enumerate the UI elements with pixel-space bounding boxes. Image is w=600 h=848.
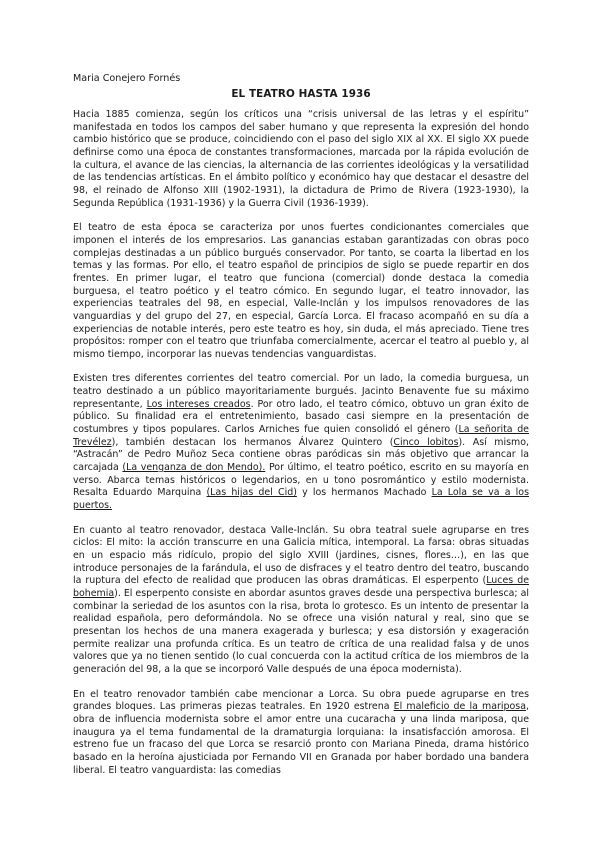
text-run: Existen tres diferentes corrientes del teatro comercial. Por un lado, la comedia burguesa, un teatro destinado a un público mayoritariamente burgués. Jacinto Benavente fue su máximo representante,	[73, 373, 529, 410]
paragraph-lorca	[73, 689, 529, 778]
work-title: La señorita de Trevélez	[73, 424, 529, 448]
work-title: Los intereses creados	[146, 398, 251, 410]
text-run: ). Así mismo, “Astracán” de Pedro Muñoz Seca contiene obras paródicas sin más objetivo que arrancar la carcajada	[73, 436, 529, 474]
text-run: En el teatro renovador también cabe mencionar a Lorca. Su obra puede agruparse en tres grandes bloques. Las primeras piezas teatrales. En 1920 estrena	[73, 688, 529, 713]
text-run: . Por otro lado, el teatro cómico, obtuvo un gran éxito de público. Su finalidad era el entretenimiento, basado casi siempre en la presentación de costumbres y tipos populares. Carlos Arniches fue quien consolidó el género (	[73, 398, 529, 436]
text-run: ), también destacan los hermanos Álvarez Quintero (	[111, 436, 394, 448]
document-title: EL TEATRO HASTA 1936	[231, 88, 371, 100]
work-title: Cinco lobitos	[393, 436, 459, 448]
author-name: Maria Conejero Fornés	[73, 73, 181, 84]
work-title: La Lola se va a los puertos.	[73, 487, 529, 512]
paragraph-valle-inclan	[73, 525, 529, 677]
text-run: En cuanto al teatro renovador, destaca Valle-Inclán. Su obra teatral suele agruparse en tres ciclos: El mito: la acción transcurre en una Galicia mítica, intemporal. La farsa: obras situadas en un espacio más ridículo, propio del siglo XVIII (jardines, cisnes, flores…), en las que introduce personajes de la farándula, el uso de disfraces y el teatro dentro del teatro, buscando la ruptura del efecto de realidad que producen las obras dramáticas. El esperpento (	[73, 524, 529, 587]
paragraph-commercial-theatre	[73, 373, 529, 512]
text-run: Por último, el teatro poético, escrito en su mayoría en verso. Abarca temas históricos o legendarios, en u tono posromántico y estilo modernista. Resalta Eduardo Marquina	[73, 462, 530, 499]
work-title: El maleficio de la mariposa	[393, 701, 526, 713]
text-run: ). El esperpento consiste en abordar asuntos graves desde una perspectiva burlesca; al combinar la seriedad de los asuntos con la risa, brota lo grotesco. Es un intento de presentar la realidad española, pero deformándola. No se ofrece una visión natural y real, sino que se presentan los hechos de una manera exagerada y burlesca; y esa distorsión y exageración permite realizar una profunda crítica. Es un teatro de crítica de una realidad falsa y de unos valores que ya no tienen sentido (lo cual concuerda con la actitud crítica de los miembros de la generación del 98, a la que se incorporó Valle después de una época modernista).	[73, 587, 529, 675]
paragraph-context: Hacia 1885 comienza, según los críticos una “crisis universal de las letras y el espíritu” manifestada en todos los campos del saber humano y que representa la expresión del hondo cambio histórico que se produce, coincidiendo con el paso del siglo XIX al XX. El siglo XX puede definirse como una época de constantes transformaciones, marcada por la rápida evolución de la cultura, el avance de las ciencias, la alternancia de las corrientes ideológicas y la versatilidad de las tendencias artísticas. En el ámbito político y económico hay que destacar el desastre del 98, el reinado de Alfonso XIII (1902-1931), la dictadura de Primo de Rivera (1923-1930), la Segunda República (1931-1936) y la Guerra Civil (1936-1939).	[73, 109, 529, 209]
text-run: , obra de influencia modernista sobre el amor entre una cucaracha y una linda mariposa, que inaugura ya el tema fundamental de la dramaturgia lorquiana: la insatisfacción amorosa. El estreno fue un fracaso del que Lorca se resarció pronto con Mariana Pineda, drama histórico basado en la heroína ajusticiada por Fernando VII en Granada por haber bordado una bandera liberal. El teatro vanguardista: las comedias	[73, 701, 529, 776]
work-title: (Las hijas del Cid)	[206, 487, 297, 499]
work-title: Luces de bohemia	[73, 575, 529, 599]
work-title: (La venganza de don Mendo).	[122, 462, 266, 474]
paragraph-theatre-overview: El teatro de esta época se caracteriza por unos fuertes condicionantes comerciales que imponen el interés de los empresarios. Las ganancias estaban garantizadas con obras poco complejas destinadas a un público burgués conservador. Por tanto, se coarta la libertad en los temas y las formas. Por ello, el teatro español de principios de siglo se puede repartir en dos frentes. En primer lugar, el teatro que funciona (comercial) donde destaca la comedia burguesa, el teatro poético y el teatro cómico. En segundo lugar, el teatro innovador, las experiencias teatrales del 98, en especial, Valle-Inclán y los impulsos renovadores de las vanguardias y del grupo del 27, en especial, García Lorca. El fracaso acompañó en su día a experiencias de notable interés, pero este teatro es hoy, sin duda, el más apreciado. Tiene tres propósitos: romper con el teatro que triunfaba comercialmente, acercar el teatro al pueblo y, al mismo tiempo, incorporar las nuevas tendencias vanguardistas.	[73, 222, 529, 360]
text-run: y los hermanos Machado	[296, 487, 432, 499]
